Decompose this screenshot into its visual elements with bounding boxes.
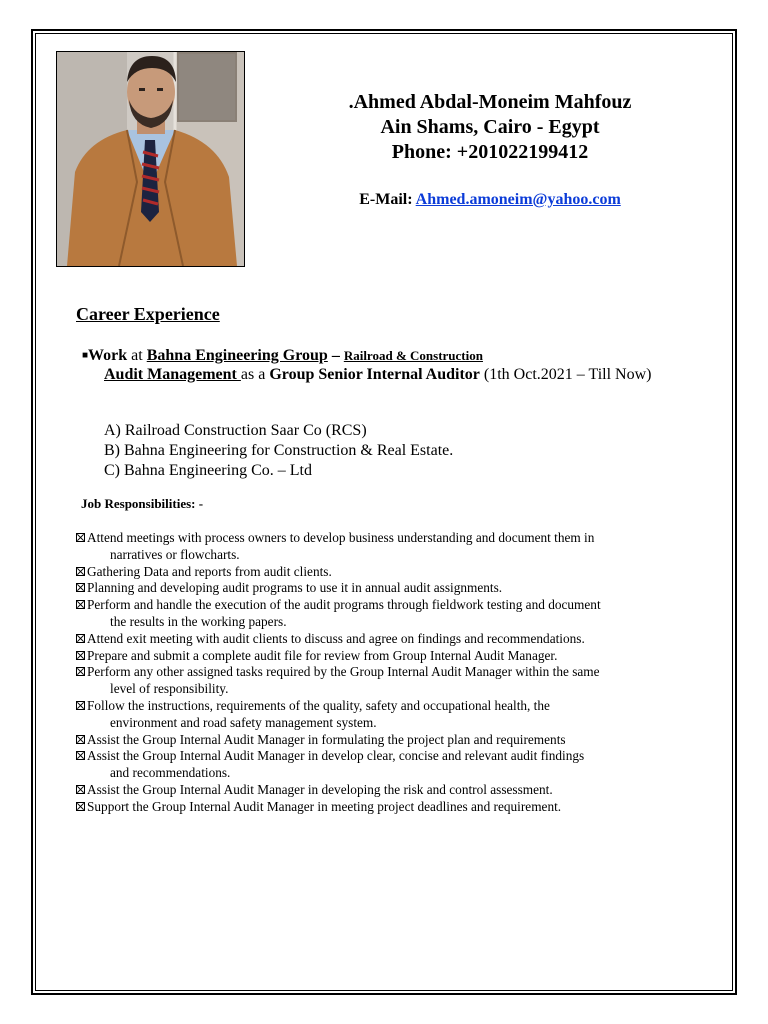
contact-header <box>300 90 680 165</box>
email-link[interactable]: Ahmed.amoneim@yahoo.com <box>415 191 621 208</box>
list-item: Support the Group Internal Audit Manager in meeting project deadlines and requirement. <box>76 799 696 816</box>
checkbox-bullet-icon <box>76 567 85 576</box>
list-item: Perform and handle the execution of the audit programs through fieldwork testing and document the results in the working papers. <box>76 597 696 631</box>
work-department: Audit Management <box>104 366 241 383</box>
job-responsibilities-heading: Job Responsibilities: - <box>81 496 204 511</box>
checkbox-bullet-icon <box>76 651 85 660</box>
list-item: Prepare and submit a complete audit file for review from Group Internal Audit Manager. <box>76 648 696 665</box>
square-bullet-icon: ■ <box>82 350 89 361</box>
candidate-name: .Ahmed Abdal-Moneim Mahfouz <box>348 91 632 113</box>
work-company: Bahna Engineering Group <box>146 347 328 364</box>
list-item: Attend meetings with process owners to develop business understanding and document them in narratives or flowcharts. <box>76 530 696 564</box>
work-period: (1th Oct.2021 – Till Now) <box>479 366 652 383</box>
candidate-phone: Phone: +201022199412 <box>391 141 589 163</box>
email-label: E-Mail: <box>359 191 413 208</box>
work-at: at <box>127 347 147 364</box>
list-item: Assist the Group Internal Audit Manager in developing the risk and control assessment. <box>76 782 696 799</box>
checkbox-bullet-icon <box>76 785 85 794</box>
checkbox-bullet-icon <box>76 634 85 643</box>
company-item: A) Railroad Construction Saar Co (RCS) <box>104 422 367 439</box>
checkbox-bullet-icon <box>76 533 85 542</box>
checkbox-bullet-icon <box>76 802 85 811</box>
checkbox-bullet-icon <box>76 735 85 744</box>
work-entry <box>82 346 692 384</box>
profile-photo <box>56 51 245 267</box>
checkbox-bullet-icon <box>76 701 85 710</box>
company-item: B) Bahna Engineering for Construction & Real Estate. <box>104 442 454 459</box>
work-dash: – <box>327 347 344 364</box>
list-item: Assist the Group Internal Audit Manager in develop clear, concise and relevant audit findings and recommendations. <box>76 748 696 782</box>
checkbox-bullet-icon <box>76 751 85 760</box>
company-list <box>104 421 453 481</box>
list-item: Gathering Data and reports from audit clients. <box>76 564 696 581</box>
career-experience-heading: Career Experience <box>76 304 220 324</box>
list-item: Follow the instructions, requirements of the quality, safety and occupational health, the environment and road safety management system. <box>76 698 696 732</box>
work-role: Group Senior Internal Auditor <box>269 366 480 383</box>
work-as: as a <box>240 366 270 383</box>
work-prefix: Work <box>88 347 128 364</box>
company-item: C) Bahna Engineering Co. – Ltd <box>104 462 312 479</box>
checkbox-bullet-icon <box>76 667 85 676</box>
work-sector: Railroad & Construction <box>343 348 483 363</box>
checkbox-bullet-icon <box>76 583 85 592</box>
list-item: Assist the Group Internal Audit Manager in formulating the project plan and requirements <box>76 732 696 749</box>
email-line <box>300 191 680 209</box>
list-item: Perform any other assigned tasks required by the Group Internal Audit Manager within the same level of responsibility. <box>76 664 696 698</box>
checkbox-bullet-icon <box>76 600 85 609</box>
candidate-location: Ain Shams, Cairo - Egypt <box>380 116 600 138</box>
responsibilities-list <box>76 530 696 816</box>
list-item: Planning and developing audit programs to use it in annual audit assignments. <box>76 580 696 597</box>
list-item: Attend exit meeting with audit clients to discuss and agree on findings and recommendations. <box>76 631 696 648</box>
